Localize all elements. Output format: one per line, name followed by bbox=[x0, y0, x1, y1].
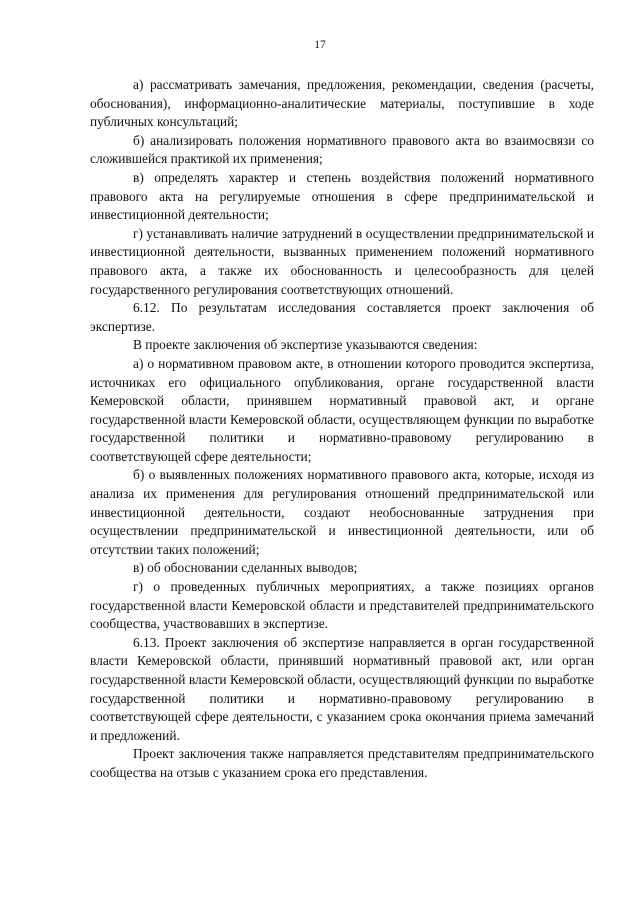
page-number: 17 bbox=[314, 39, 326, 51]
paragraph-6-12: 6.12. По результатам исследования составляется проект заключения об экспертизе. bbox=[90, 300, 594, 334]
paragraph-item-a-consider: а) рассматривать замечания, предложения, рекомендации, сведения (расчеты, обоснования), информационно-аналитические материалы, поступившие в ходе публичных консультаций; bbox=[90, 77, 594, 130]
paragraph-conclusion-contents: В проекте заключения об экспертизе указываются сведения: bbox=[133, 337, 478, 353]
paragraph-item-g-establish: г) устанавливать наличие затруднений в осуществлении предпринимательской и инвестиционной деятельности, вызванных применением положений нормативного правового акта, а также их обоснованность и целесообразность для целей государственного регулирования соответствующих отношений. bbox=[90, 225, 594, 297]
paragraph-item-b-analyze: б) анализировать положения нормативного правового акта во взаимосвязи со сложившейся практикой их применения; bbox=[90, 132, 594, 167]
document-body bbox=[90, 76, 594, 783]
paragraph-info-b-provisions: б) о выявленных положениях нормативного правового акта, которые, исходя из анализа их применения для регулирования отношений предпринимательской или инвестиционной деятельности, создают необоснованные затруднения при осуществлении предпринимательской и инвестиционной деятельности, или об отсутствии таких положений; bbox=[90, 467, 594, 557]
paragraph-info-a-act: а) о нормативном правовом акте, в отношении которого проводится экспертиза, источниках его официального опубликования, органе государственной власти Кемеровской области, принявшем нормативный правовой акт, и органе государственной власти Кемеровской области, осуществляющем функции по выработке государственной политики и нормативно-правовому регулированию в соответствующей сфере деятельности; bbox=[90, 355, 594, 464]
paragraph-info-v-justification: в) об обосновании сделанных выводов; bbox=[133, 560, 358, 576]
paragraph-sent-to-business: Проект заключения также направляется представителям предпринимательского сообщества на отзыв с указанием срока его представления. bbox=[90, 746, 594, 780]
paragraph-6-13: 6.13. Проект заключения об экспертизе направляется в орган государственной власти Кемеровской области, принявший нормативный правовой акт, или орган государственной власти Кемеровской области, осуществляющий функции по выработке государственной политики и нормативно-правовому регулированию в соответствующей сфере деятельности, с указанием срока окончания приема замечаний и предложений. bbox=[90, 634, 594, 743]
paragraph-info-g-events: г) о проведенных публичных мероприятиях, а также позициях органов государственной власти Кемеровской области и представителей предпринимательского сообщества, участвовавших в экспертизе. bbox=[90, 579, 594, 632]
paragraph-item-v-determine: в) определять характер и степень воздействия положений нормативного правового акта на регулируемые отношения в сфере предпринимательской и инвестиционной деятельности; bbox=[90, 169, 594, 223]
